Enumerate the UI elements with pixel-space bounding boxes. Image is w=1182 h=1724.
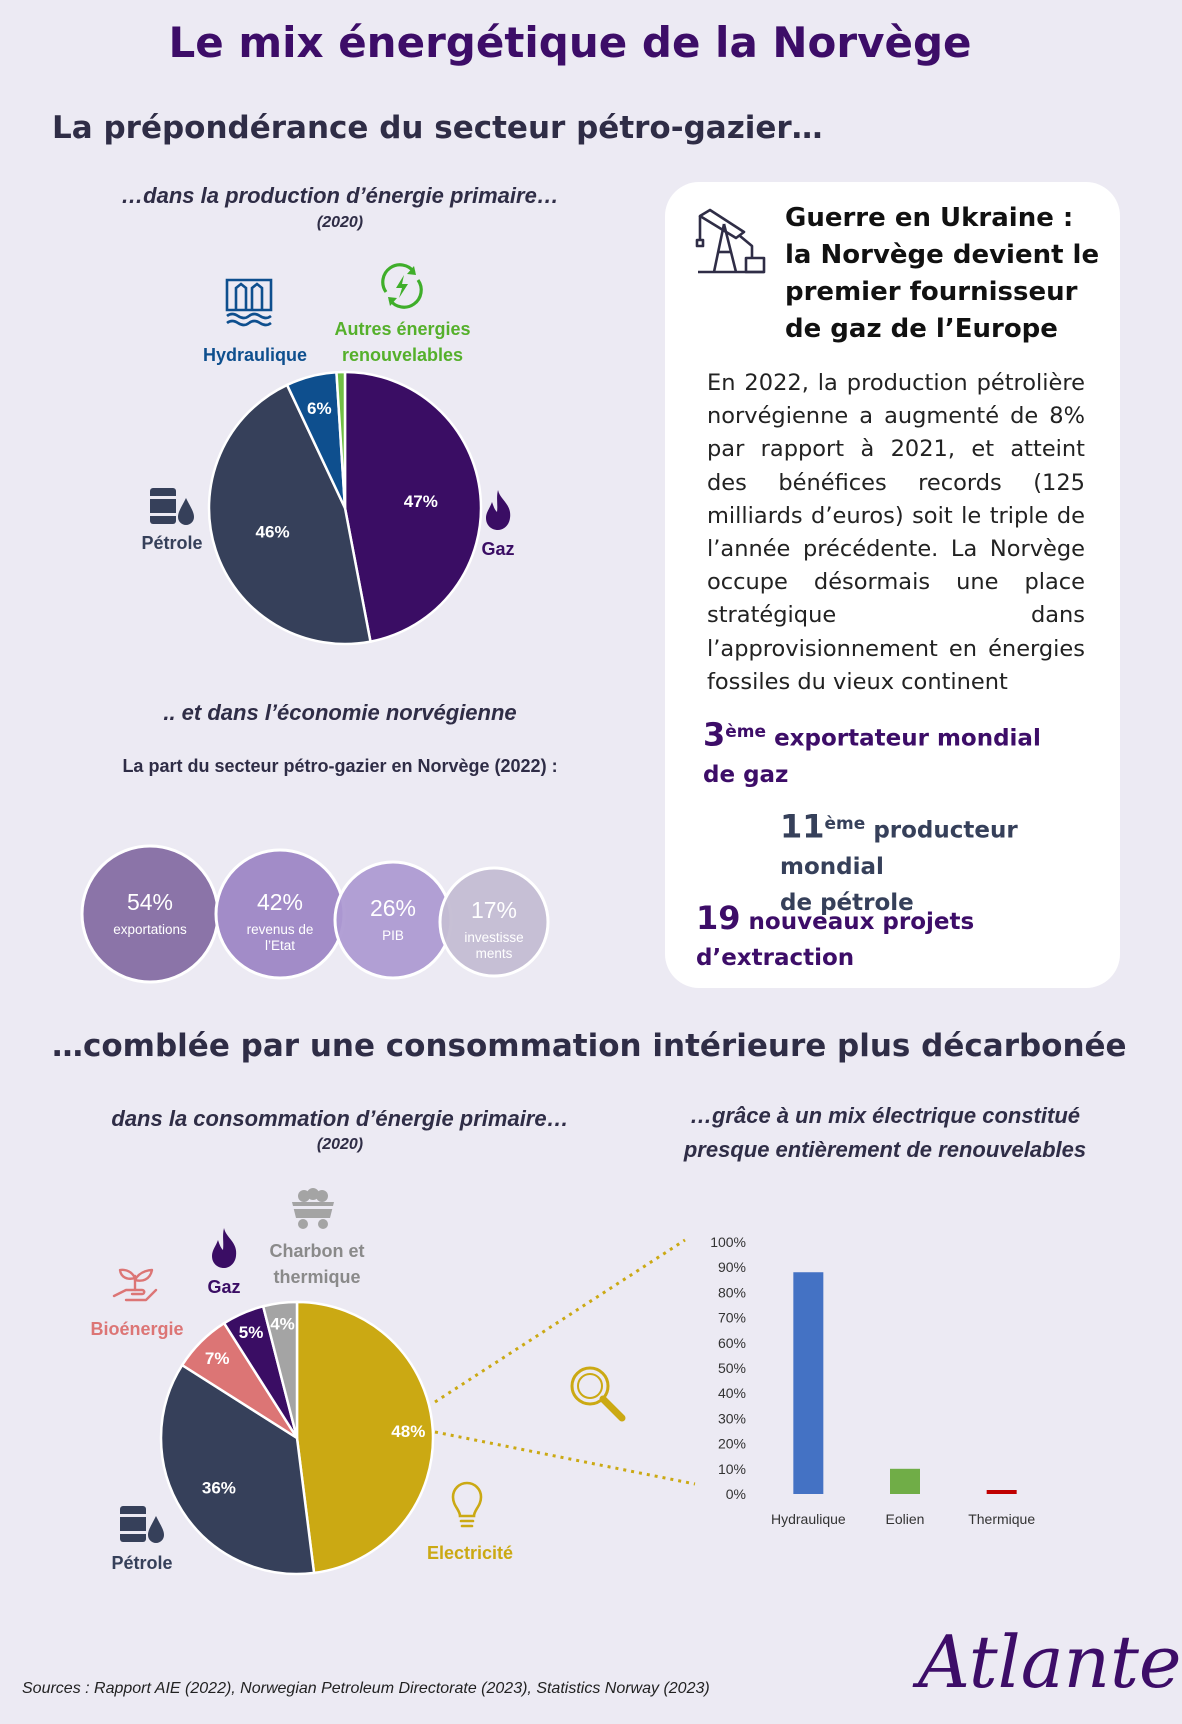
label-autres-renouvelables: Autres énergies renouvelables [334,319,471,365]
consumption-subtitle: dans la consommation d’énergie primaire… [111,1106,569,1131]
label-gaz-production: Gaz [481,539,515,559]
section2-heading: …comblée par une consommation intérieure plus décarbonée [52,1028,1127,1064]
economy-bubbles-chart [80,830,560,1000]
stat-exportateur-number: 3 [703,715,726,754]
stat-producteur-sup: ème [824,814,866,834]
x-tick-0: Hydraulique [770,1511,846,1527]
oil-barrel-icon [148,484,196,528]
zoom-connector [430,1230,710,1490]
oil-pump-icon [696,206,766,276]
label-charbon: Charbon et thermique [269,1241,365,1287]
y-tick-7: 70% [717,1309,746,1326]
pie-slice-label-2: 6% [307,398,332,418]
economy-subtitle: .. et dans l’économie norvégienne [163,700,517,725]
stat-producteur-number: 11 [780,807,825,846]
bubble-label-0-0: exportations [113,922,187,937]
y-tick-1: 10% [717,1460,746,1477]
page-title: Le mix énergétique de la Norvège [168,18,972,67]
stat-projets-text: nouveaux projets [748,909,975,935]
dam-icon [224,276,274,330]
label-hydraulique: Hydraulique [202,345,308,365]
x-tick-2: Thermique [968,1511,1036,1527]
brand-logo: Atlante [918,1620,1182,1704]
gas-flame-icon [482,488,514,532]
pie-slice-label-1: 46% [255,522,290,542]
pie-slice-label-2: 7% [204,1349,230,1369]
production-year: (2020) [316,214,364,231]
label-bioenergie: Bioénergie [90,1319,184,1339]
pie-slice-label-4: 4% [270,1314,295,1334]
bubble-label-1-1: l’Etat [264,938,296,953]
section1-heading: La prépondérance du secteur pétro-gazier… [52,110,823,146]
bubble-label-3-0: investisse [464,930,524,945]
y-tick-5: 50% [717,1360,746,1376]
mix-subtitle-line1: …grâce à un mix électrique constitué [689,1103,1080,1128]
x-tick-1: Eolien [885,1511,925,1527]
label-electricite: Electricité [426,1543,514,1563]
panel-body: En 2022, la production pétrolière norvégienne a augmenté de 8% par rapport à 2021, et atteint des bénéfices records (125 milliards d’euros) soit le triple de l’année précédente. La Norvège occupe désormais une place stratégique dans l’approvisionnement en énergies fossiles du vieux continent [707,370,1085,695]
renewable-energy-icon [378,262,426,310]
bubble-value-0: 54% [126,889,174,915]
y-tick-9: 90% [717,1259,746,1276]
pie-slice-label-0: 48% [391,1421,426,1441]
consumption-year: (2020) [316,1136,364,1153]
pie-slice-label-1: 36% [201,1478,236,1498]
y-tick-10: 100% [710,1234,746,1250]
economy-caption: La part du secteur pétro-gazier en Norvège (2022) : [122,756,558,776]
y-tick-6: 60% [717,1334,746,1351]
bar-0 [793,1272,823,1494]
y-tick-4: 40% [717,1385,746,1402]
bioenergy-plant-icon [112,1264,158,1304]
y-tick-0: 0% [725,1486,746,1502]
electricity-mix-bar-chart [700,1226,1080,1536]
stat-projets-number: 19 [696,899,741,937]
stat-exportateur [703,714,1103,793]
mix-subtitle-line2: presque entièrement de renouvelables [683,1137,1087,1162]
production-subtitle: …dans la production d’énergie primaire… [121,183,559,208]
label-petrole-consumption: Pétrole [111,1553,173,1573]
bubble-value-3: 17% [470,897,518,923]
bubble-label-3-1: ments [475,946,513,961]
bubble-label-1-0: revenus de [246,922,314,937]
gas-flame-icon-consumption [208,1226,240,1270]
bubble-value-2: 26% [369,895,417,921]
label-gaz-consumption: Gaz [207,1277,241,1297]
label-petrole-production: Pétrole [141,533,203,553]
y-tick-8: 80% [717,1284,746,1301]
pie-slice-label-0: 47% [403,491,438,511]
pie-slice-label-3: 5% [238,1322,264,1342]
y-tick-2: 20% [717,1435,746,1452]
sources-footer: Sources : Rapport AIE (2022), Norwegian Petroleum Directorate (2023), Statistics Norway (2023) [22,1680,710,1697]
stat-producteur-text: producteur mondial [780,817,1018,880]
stat-exportateur-sup: ème [725,722,767,742]
consumption-pie-chart [157,1298,437,1578]
bubble-label-2-0: PIB [382,928,404,943]
coal-cart-icon [290,1188,336,1230]
magnifier-icon [566,1362,630,1426]
stat-exportateur-text: exportateur mondial [774,725,1041,752]
stat-producteur-text2: de pétrole [780,889,914,916]
stat-exportateur-text2: de gaz [703,761,789,788]
stat-projets [696,900,1096,976]
production-pie-chart [205,368,485,648]
bubble-value-1: 42% [256,889,304,915]
bar-2 [987,1490,1017,1494]
stat-projets-text2: d’extraction [696,945,855,971]
y-tick-3: 30% [717,1410,746,1427]
bar-1 [890,1469,920,1494]
panel-title: Guerre en Ukraine : la Norvège devient le premier fournisseur de gaz de l’Europe [785,203,1100,344]
